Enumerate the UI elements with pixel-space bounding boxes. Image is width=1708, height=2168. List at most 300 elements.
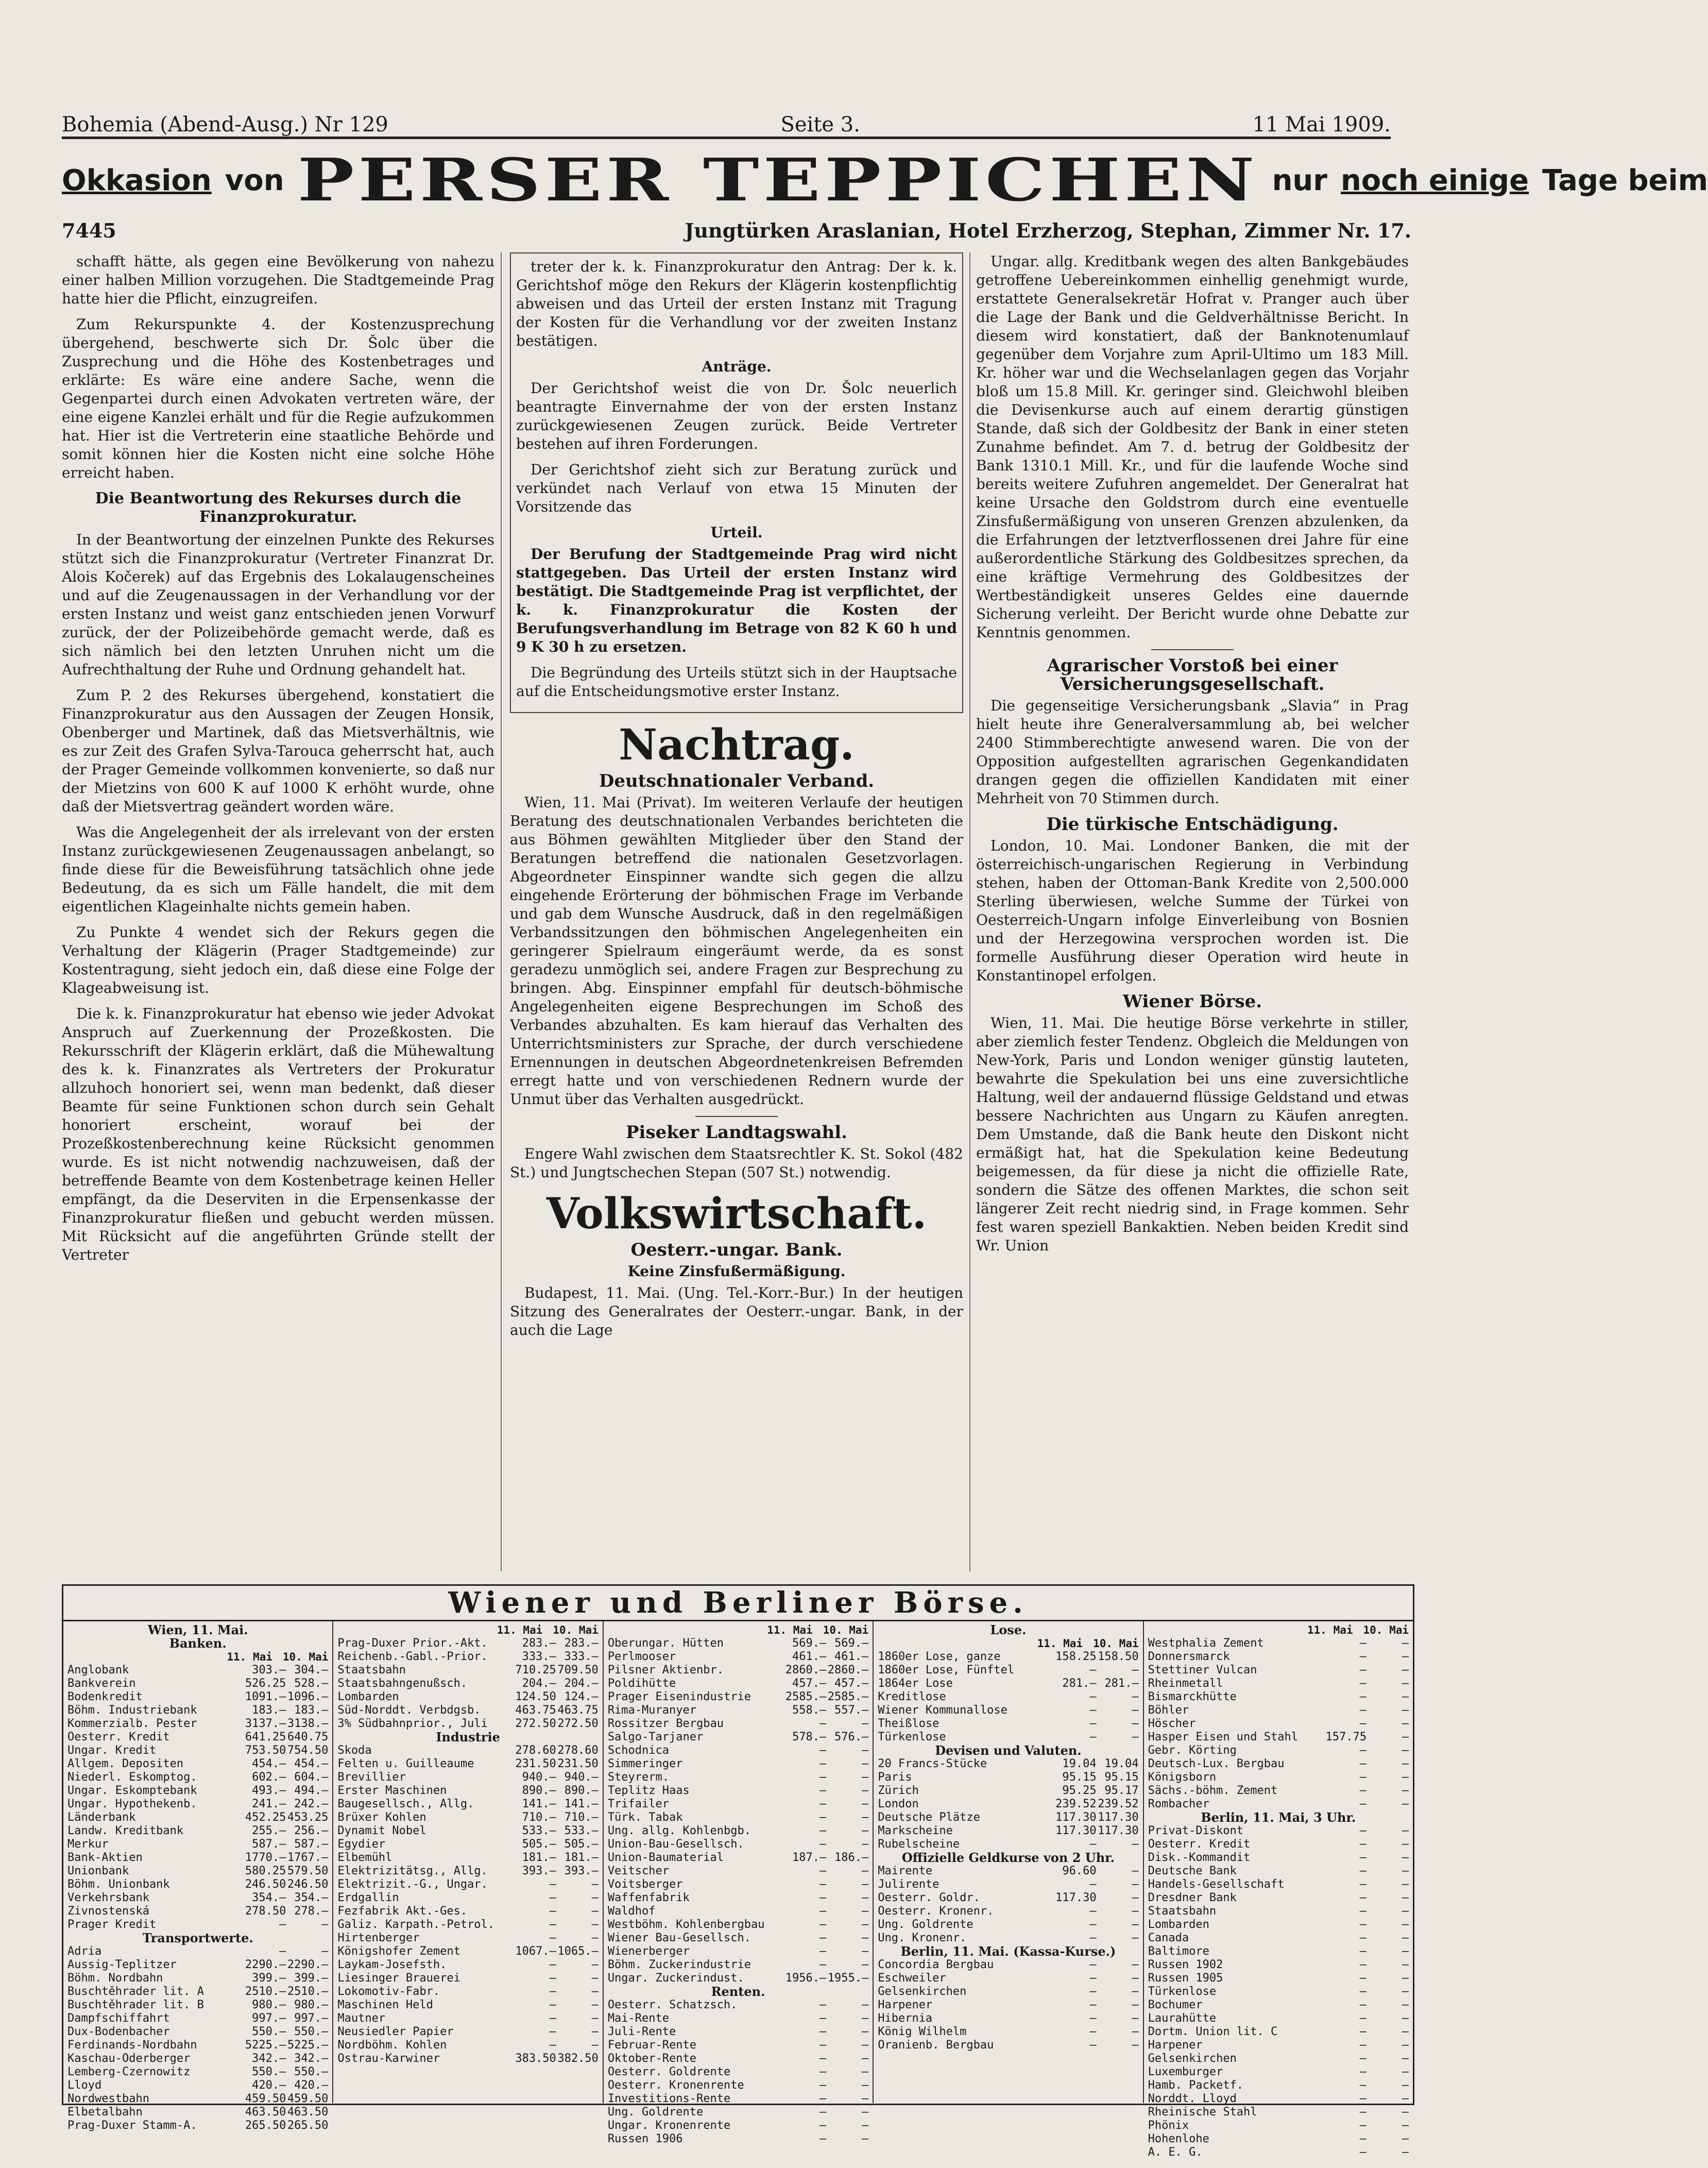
- column-divider: [969, 252, 970, 1571]
- quote-value: 246.50: [287, 1878, 329, 1891]
- quote-value: —: [1402, 1677, 1409, 1690]
- quote-value: 580.25: [245, 1865, 286, 1877]
- quote-value: 459.50: [245, 2092, 286, 2105]
- market-row: [337, 1918, 598, 1932]
- quote-value: 204.—: [564, 1677, 599, 1690]
- security-name: Rombacher: [1148, 1798, 1209, 1810]
- security-name: Fezfabrik Akt.-Ges.: [337, 1905, 468, 1918]
- market-row: [67, 1905, 328, 1918]
- quote-value: —: [819, 1945, 827, 1958]
- quote-value: —: [1089, 2039, 1097, 2052]
- quote-value: —: [1402, 2039, 1409, 2052]
- market-row: [608, 1838, 868, 1851]
- market-row: [1148, 2039, 1409, 2052]
- security-name: Ungar. Hypothekenb.: [67, 1798, 197, 1810]
- market-row: [337, 1905, 598, 1918]
- security-name: Unionbank: [67, 1865, 129, 1877]
- market-row: [1148, 1878, 1409, 1891]
- quote-value: 1955.—: [827, 1972, 869, 1985]
- market-row: [1148, 2106, 1409, 2119]
- market-row: [878, 1717, 1138, 1731]
- quote-value: —: [591, 2039, 599, 2052]
- quote-value: —: [861, 1918, 869, 1931]
- market-date-header: [337, 1623, 598, 1637]
- market-row: [67, 1865, 328, 1878]
- security-name: Lokomotiv-Fabr.: [337, 1985, 440, 1998]
- quote-value: —: [1402, 1918, 1409, 1931]
- market-section-heading: Berlin, 11. Mai, 3 Uhr.: [1201, 1810, 1356, 1825]
- security-name: Februar-Rente: [607, 2039, 696, 2052]
- quote-value: 117.30: [1055, 1891, 1097, 1904]
- quote-value: —: [1132, 2012, 1139, 2025]
- security-name: Ung. Goldrente: [607, 2106, 704, 2119]
- market-column-1: [63, 1621, 333, 2132]
- market-row: [1148, 1771, 1409, 1784]
- quote-value: 3138.—: [287, 1717, 329, 1730]
- market-section-heading: Lose.: [990, 1622, 1027, 1637]
- quote-value: —: [1359, 1905, 1367, 1918]
- security-name: Hasper Eisen und Stahl: [1148, 1731, 1299, 1743]
- quote-value: —: [1359, 2106, 1367, 2119]
- security-name: Niederl. Eskomptog.: [67, 1771, 197, 1784]
- quote-value: 117.30: [1098, 1824, 1139, 1837]
- market-row: [878, 1771, 1138, 1784]
- security-name: 1860er Lose, Fünftel: [878, 1664, 1015, 1676]
- quote-value: —: [1359, 2119, 1367, 2132]
- security-name: Simmeringer: [607, 1757, 683, 1770]
- security-name: Felten u. Guilleaume: [337, 1757, 474, 1770]
- article-column-1: [62, 252, 494, 1577]
- quote-value: —: [279, 1945, 286, 1958]
- market-row: [337, 1798, 598, 1811]
- quote-value: 550.—: [294, 2065, 329, 2078]
- market-row: [608, 1744, 868, 1757]
- quote-value: 754.50: [287, 1744, 329, 1757]
- market-row: [878, 1664, 1138, 1677]
- quote-value: 454.—: [294, 1757, 329, 1770]
- security-name: Böhm. Unionbank: [67, 1878, 170, 1891]
- market-row: [337, 1650, 598, 1664]
- security-name: Hamb. Packetf.: [1148, 2079, 1244, 2092]
- market-row: [1148, 1838, 1409, 1851]
- market-section-heading: Renten.: [711, 1984, 765, 1999]
- quote-value: —: [819, 1744, 827, 1757]
- paragraph: Budapest, 11. Mai. (Ung. Tel.-Korr.-Bur.) In der heutigen Sitzung des Generalrates der Oesterr.-ungar. Bank, in der auch die Lage: [510, 1284, 963, 1339]
- security-name: Galiz. Karpath.-Petrol.: [337, 1918, 495, 1931]
- security-name: Böhler: [1148, 1704, 1189, 1717]
- market-row: [878, 1757, 1138, 1771]
- quote-value: —: [1402, 1838, 1409, 1851]
- security-name: Staatsbahngenußsch.: [337, 1677, 468, 1690]
- security-name: Rheinmetall: [1148, 1677, 1223, 1690]
- quote-value: 303.—: [252, 1664, 286, 1676]
- security-name: Türkenlose: [878, 1731, 946, 1743]
- quote-value: —: [1402, 2146, 1409, 2159]
- quote-value: —: [1359, 2146, 1367, 2159]
- quote-value: 890.—: [522, 1784, 556, 1797]
- paragraph: Zu Punkte 4 wendet sich der Rekurs gegen die Verhaltung der Klägerin (Prager Stadtgemeinde) zur Kostentragung, sieht jedoch ein, daß diese eine Folge der Klageabweisung ist.: [62, 924, 494, 996]
- market-row: [337, 1878, 598, 1891]
- quote-value: 265.50: [245, 2119, 286, 2132]
- quote-value: 342.—: [252, 2052, 286, 2065]
- quote-value: 19.04: [1104, 1757, 1139, 1770]
- security-name: London: [878, 1798, 919, 1810]
- market-row: [608, 2025, 868, 2039]
- quote-value: 272.50: [515, 1717, 556, 1730]
- market-row: [67, 1851, 328, 1865]
- security-name: Brüxer Kohlen: [337, 1811, 426, 1824]
- quote-value: —: [819, 1932, 827, 1944]
- quote-value: 342.—: [294, 2052, 329, 2065]
- market-row: [608, 1664, 868, 1677]
- quote-value: 141.—: [564, 1798, 599, 1810]
- quote-value: —: [1402, 1985, 1409, 1998]
- quote-value: 587.—: [294, 1838, 329, 1851]
- market-row: [608, 1958, 868, 1972]
- security-name: Ungar. Kredit: [67, 1744, 157, 1757]
- security-name: Union-Baumaterial: [607, 1851, 724, 1864]
- section-heading: Piseker Landtagswahl.: [625, 1122, 848, 1143]
- quote-value: —: [1089, 1972, 1097, 1985]
- quote-value: 186.—: [834, 1851, 869, 1864]
- quote-value: 1067.—: [515, 1945, 556, 1958]
- market-row: [67, 1918, 328, 1932]
- quote-value: —: [1402, 1824, 1409, 1837]
- security-name: Hohenlohe: [1148, 2132, 1209, 2145]
- quote-value: —: [591, 1918, 599, 1931]
- market-row: [608, 1972, 868, 1985]
- market-row: [608, 2052, 868, 2065]
- market-row: [337, 1717, 598, 1731]
- market-date: 11. Mai: [227, 1651, 272, 1663]
- market-row: [608, 2106, 868, 2119]
- quote-value: 710.25: [515, 1664, 556, 1676]
- security-name: Voitsberger: [607, 1878, 683, 1891]
- quote-value: —: [1359, 1677, 1367, 1690]
- security-name: Bismarckhütte: [1148, 1690, 1237, 1703]
- quote-value: —: [1402, 1998, 1409, 2011]
- quote-value: —: [1402, 1637, 1409, 1650]
- quote-value: —: [861, 1757, 869, 1770]
- security-name: Königshofer Zement: [337, 1945, 460, 1958]
- security-name: Staatsbahn: [1148, 1905, 1217, 1918]
- security-name: Oesterr. Goldrente: [607, 2065, 731, 2078]
- security-name: Rima-Muranyer: [607, 1704, 696, 1717]
- security-name: Böhm. Industriebank: [67, 1704, 197, 1717]
- market-row: [608, 2039, 868, 2052]
- quote-value: 255.—: [252, 1824, 286, 1837]
- quote-value: 278.50: [245, 1905, 286, 1918]
- market-row: [608, 1798, 868, 1811]
- market-column-4: [874, 1621, 1143, 2103]
- quote-value: —: [1089, 1717, 1097, 1730]
- market-row: [1148, 1664, 1409, 1677]
- quote-value: 1091.—: [245, 1690, 286, 1703]
- market-row: [1148, 1891, 1409, 1905]
- quote-value: —: [819, 1865, 827, 1877]
- market-row: [1148, 1717, 1409, 1731]
- quote-value: —: [1132, 1704, 1139, 1717]
- security-name: Lombarden: [1148, 1918, 1209, 1931]
- quote-value: 124.50: [515, 1690, 556, 1703]
- market-date: 11. Mai: [1307, 1624, 1353, 1636]
- market-section-heading: Banken.: [169, 1636, 227, 1651]
- quote-value: 399.—: [252, 1972, 286, 1985]
- quote-value: —: [861, 1905, 869, 1918]
- market-section-heading: Wien, 11. Mai.: [147, 1622, 248, 1637]
- quote-value: 463.75: [557, 1704, 599, 1717]
- market-column-2: [333, 1621, 603, 2103]
- quote-value: —: [1402, 1932, 1409, 1944]
- security-name: Steyrerm.: [607, 1771, 670, 1784]
- market-row: [608, 2132, 868, 2146]
- quote-value: 569.—: [792, 1637, 827, 1650]
- quote-value: —: [1402, 1798, 1409, 1810]
- market-row: [878, 1905, 1138, 1918]
- security-name: Zivnostenská: [67, 1905, 149, 1918]
- security-name: A. E. G.: [1148, 2146, 1203, 2159]
- quote-value: —: [1359, 1985, 1367, 1998]
- market-row: [337, 1771, 598, 1784]
- quote-value: —: [861, 1824, 869, 1837]
- market-row: [337, 1664, 598, 1677]
- security-name: Concordia Bergbau: [878, 1958, 994, 1971]
- quote-value: 454.—: [252, 1757, 286, 1770]
- quote-value: —: [1089, 1998, 1097, 2011]
- market-row: [1148, 1998, 1409, 2012]
- quote-value: 2585.—: [785, 1690, 827, 1703]
- security-name: Teplitz Haas: [607, 1784, 690, 1797]
- market-row: [67, 1972, 328, 1985]
- quote-value: 183.—: [252, 1704, 286, 1717]
- quote-value: 550.—: [294, 2025, 329, 2038]
- market-row: [1148, 1865, 1409, 1878]
- market-row: [1148, 2079, 1409, 2092]
- quote-value: —: [549, 1891, 556, 1904]
- quote-value: —: [1359, 1771, 1367, 1784]
- quote-value: 463.50: [287, 2106, 329, 2119]
- quote-value: —: [1402, 1851, 1409, 1864]
- market-row: [878, 1865, 1138, 1878]
- quote-value: —: [1132, 1717, 1139, 1730]
- security-name: Hirtenberger: [337, 1932, 420, 1944]
- quote-value: 533.—: [522, 1824, 556, 1837]
- security-name: Union-Bau-Gesellsch.: [607, 1838, 744, 1851]
- security-name: Ung. allg. Kohlenbgb.: [607, 1824, 751, 1837]
- security-name: 3% Südbahnprior., Juli: [337, 1717, 488, 1730]
- quote-value: —: [819, 1838, 827, 1851]
- market-row: [1148, 1798, 1409, 1811]
- quote-value: 354.—: [294, 1891, 329, 1904]
- market-row: [878, 2039, 1138, 2052]
- security-name: Erdgallin: [337, 1891, 399, 1904]
- security-name: Westböhm. Kohlenbergbau: [607, 1918, 765, 1931]
- quote-value: —: [819, 1798, 827, 1810]
- security-name: Deutsche Bank: [1148, 1865, 1237, 1877]
- security-name: Böhm. Zuckerindustrie: [607, 1958, 751, 1971]
- quote-value: 505.—: [564, 1838, 599, 1851]
- market-row: [337, 1690, 598, 1704]
- security-name: Oesterr. Kronenr.: [878, 1905, 994, 1918]
- advertisement-banner: [62, 144, 1708, 216]
- security-name: Privat-Diskont: [1148, 1824, 1244, 1837]
- quote-value: —: [549, 2025, 556, 2038]
- quote-value: 1096.—: [287, 1690, 329, 1703]
- security-name: Bankverein: [67, 1677, 136, 1690]
- market-section-heading: Transportwerte.: [142, 1930, 253, 1945]
- market-row: [878, 1891, 1138, 1905]
- security-name: Donnersmarck: [1148, 1650, 1230, 1663]
- market-row: [67, 2106, 328, 2119]
- market-row: [67, 1731, 328, 1744]
- market-row: [337, 1704, 598, 1717]
- ad-tail-c: Tage beim: [1542, 163, 1708, 197]
- market-row: [67, 1771, 328, 1784]
- market-date: 10. Mai: [1093, 1637, 1139, 1650]
- quote-value: —: [279, 1918, 286, 1931]
- market-row: [608, 1905, 868, 1918]
- section-heading: Die Beantwortung des Rekurses durch die Finanzprokuratur.: [95, 489, 462, 526]
- quote-value: 95.15: [1062, 1771, 1097, 1784]
- quote-value: —: [861, 1811, 869, 1824]
- market-row: [67, 1838, 328, 1851]
- security-name: Baugesellsch., Allg.: [337, 1798, 474, 1810]
- paragraph: Was die Angelegenheit der als irrelevant von der ersten Instanz zurückgewiesenen Zeugenaussagen anbelangt, so finde diese für die Beweisführung tatsächlich ohne jede Bedeutung, da es sich um Fälle handelt, die mit dem eigentlichen Klageinhalte nichts gemein haben.: [62, 824, 494, 915]
- market-row: [337, 1891, 598, 1905]
- quote-value: 463.50: [245, 2106, 286, 2119]
- quote-value: 393.—: [564, 1865, 599, 1877]
- ad-headline: PERSER TEPPICHEN: [297, 145, 1259, 215]
- quote-value: —: [1359, 2092, 1367, 2105]
- ad-number: 7445: [62, 219, 116, 242]
- quote-value: —: [861, 1771, 869, 1784]
- market-row: [337, 1784, 598, 1798]
- market-row: [337, 2052, 598, 2065]
- security-name: Perlmooser: [607, 1650, 676, 1663]
- quote-value: —: [1132, 1878, 1139, 1891]
- quote-value: —: [861, 1744, 869, 1757]
- security-name: Russen 1906: [607, 2132, 683, 2145]
- quote-value: —: [819, 1784, 827, 1797]
- market-row: [1148, 1784, 1409, 1798]
- quote-value: 2860.—: [785, 1664, 827, 1676]
- quote-value: —: [1089, 1664, 1097, 1676]
- quote-value: 278.60: [557, 1744, 599, 1757]
- quote-value: —: [1402, 2065, 1409, 2078]
- quote-value: —: [1359, 1932, 1367, 1944]
- paragraph: Der Gerichtshof weist die von Dr. Šolc neuerlich beantragte Einvernahme der von der ersten Instanz zurückgewiesenen Zeugen zurück. Beide Vertreter bestehen auf ihren Forderungen.: [516, 380, 957, 452]
- quote-value: 5225.—: [245, 2039, 286, 2052]
- market-row: [608, 1945, 868, 1958]
- quote-value: 158.50: [1098, 1650, 1139, 1663]
- stock-market-table: [62, 1584, 1414, 2159]
- security-name: Oesterr. Kredit: [67, 1731, 170, 1743]
- quote-value: —: [861, 1878, 869, 1891]
- section-heading: Oesterr.-ungar. Bank.: [630, 1240, 843, 1260]
- paragraph: Die k. k. Finanzprokuratur hat ebenso wie jeder Advokat Anspruch auf Zuerkennung der Prozeßkosten. Die Rekursschrift der Klägerin erklärt, daß die Mühewaltung des k. k. Finanzrates als Vertreters der Prokuratur allzuhoch honoriert sei, wenn man bedenkt, daß dieser Beamte für seine Funktionen schon durch sein Gehalt honoriert erscheint, worauf bei der Prozeßkostenberechnung keine Rücksicht genommen wurde. Es ist nicht notwendig nachzuweisen, daß der betreffende Beamte von dem Kostenbetrage keinen Heller empfängt, da die Deserviten in die Erpensenkasse der Finanzprokuratur fließen und gebucht werden müssen. Mit Rücksicht auf die angeführten Gründe stellt der Vertreter: [62, 1005, 494, 1263]
- security-name: Mai-Rente: [607, 2012, 670, 2025]
- market-row: [608, 1824, 868, 1838]
- quote-value: 204.—: [522, 1677, 556, 1690]
- security-name: Hibernia: [878, 2012, 933, 2025]
- market-row: [337, 1985, 598, 1998]
- ad-lead-b: von: [225, 163, 284, 197]
- quote-value: 239.52: [1055, 1798, 1097, 1810]
- security-name: Waldhof: [607, 1905, 656, 1918]
- quote-value: —: [1402, 1744, 1409, 1757]
- quote-value: 709.50: [557, 1664, 599, 1676]
- market-row: [67, 2079, 328, 2092]
- paragraph: Die gegenseitige Versicherungsbank „Slavia“ in Prag hielt heute ihre Generalversammlung ab, bei welcher 2400 Stimmberechtigte anwesend waren. Die von der Opposition aufgestellten agrarischen Gegenkandidaten drangen gegen die offiziellen Kandidaten mit einer Mehrheit von 70 Stimmen durch.: [976, 697, 1409, 807]
- quote-value: —: [861, 1798, 869, 1810]
- section-heading: Wiener Börse.: [1122, 991, 1262, 1012]
- market-row: [337, 2039, 598, 2052]
- quote-value: 278.—: [294, 1905, 329, 1918]
- ad-address: Jungtürken Araslanian, Hotel Erzherzog, Stephan, Zimmer Nr. 17.: [685, 219, 1411, 242]
- quote-value: —: [1402, 1690, 1409, 1703]
- security-name: Russen 1902: [1148, 1958, 1223, 1971]
- quote-value: —: [1089, 1731, 1097, 1743]
- running-header: [62, 106, 1391, 139]
- market-date: 10. Mai: [553, 1624, 599, 1636]
- quote-value: —: [1359, 1650, 1367, 1663]
- security-name: Dortm. Union lit. C: [1148, 2025, 1278, 2038]
- market-row: [878, 1932, 1138, 1945]
- market-row: [67, 1824, 328, 1838]
- quote-value: —: [1132, 1731, 1139, 1743]
- market-row: [1148, 1945, 1409, 1958]
- market-row: [337, 1824, 598, 1838]
- quote-value: 457.—: [792, 1677, 827, 1690]
- quote-value: —: [1402, 1731, 1409, 1743]
- security-name: Bank-Aktien: [67, 1851, 143, 1864]
- market-section-heading: Devisen und Valuten.: [935, 1743, 1082, 1758]
- quote-value: 239.52: [1098, 1798, 1139, 1810]
- quote-value: —: [1089, 1918, 1097, 1931]
- quote-value: 578.—: [792, 1731, 827, 1743]
- quote-value: —: [861, 2052, 869, 2065]
- article-column-2: [510, 252, 963, 1577]
- market-row: [67, 1811, 328, 1824]
- market-row: [608, 1757, 868, 1771]
- market-row: [67, 1945, 328, 1958]
- quote-value: —: [1402, 1704, 1409, 1717]
- quote-value: —: [1402, 1865, 1409, 1877]
- quote-value: —: [549, 1878, 556, 1891]
- section-title-volkswirtschaft: Volkswirtschaft.: [546, 1189, 927, 1239]
- market-section-heading: Offizielle Geldkurse von 2 Uhr.: [901, 1850, 1115, 1865]
- quote-value: —: [861, 2119, 869, 2132]
- quote-value: —: [819, 1958, 827, 1971]
- market-row: [878, 1690, 1138, 1704]
- quote-value: —: [1402, 1945, 1409, 1958]
- security-name: Canada: [1148, 1932, 1189, 1944]
- market-row: [1148, 1985, 1409, 1998]
- quote-value: —: [1359, 1945, 1367, 1958]
- security-name: Mairente: [878, 1865, 933, 1877]
- quote-value: —: [819, 2052, 827, 2065]
- security-name: Wiener Bau-Gesellsch.: [607, 1932, 751, 1944]
- quote-value: —: [1132, 1985, 1139, 1998]
- quote-value: 980.—: [252, 1998, 286, 2011]
- market-row: [878, 1677, 1138, 1690]
- quote-value: 641.25: [245, 1731, 286, 1743]
- market-row: [878, 1650, 1138, 1664]
- security-name: Liesinger Brauerei: [337, 1972, 460, 1985]
- quote-value: 461.—: [792, 1650, 827, 1663]
- security-name: Kreditlose: [878, 1690, 946, 1703]
- quote-value: —: [1359, 2039, 1367, 2052]
